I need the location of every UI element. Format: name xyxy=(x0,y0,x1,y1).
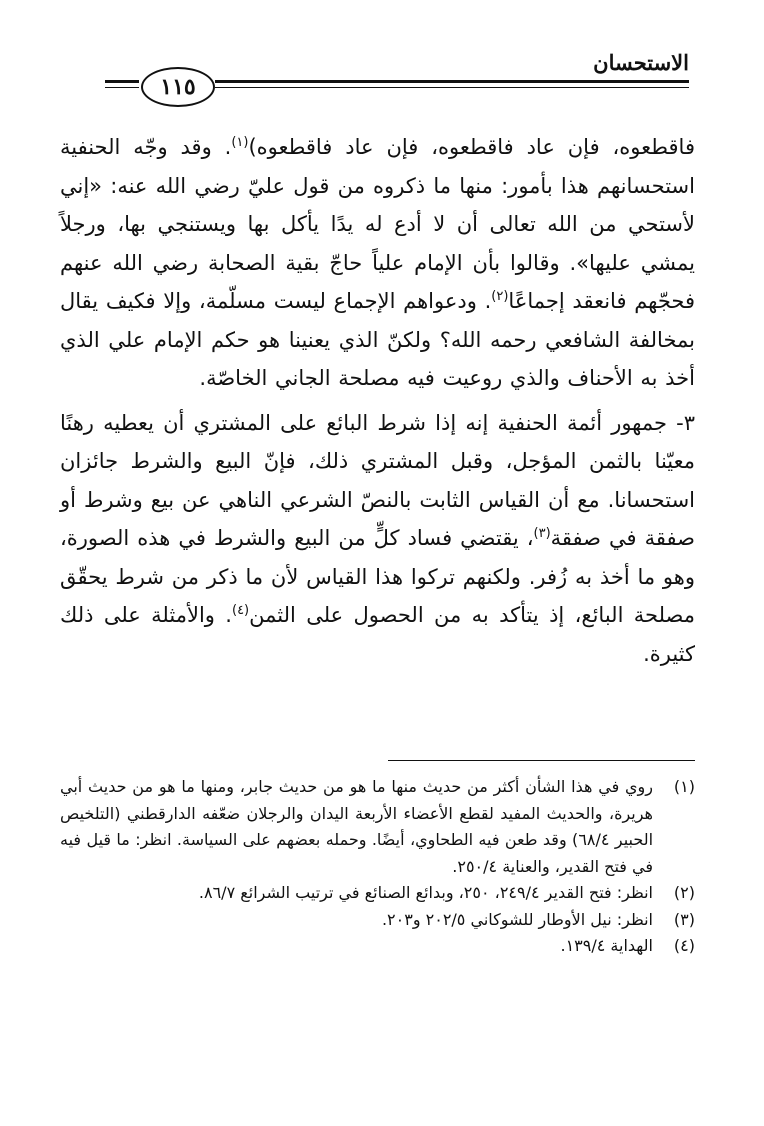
footnote-text: انظر: نيل الأوطار للشوكاني ٢٠٢/٥ و٢٠٣. xyxy=(381,909,653,929)
header-rule-left-thin xyxy=(105,87,139,88)
footnote xyxy=(60,774,695,880)
text-run: . ودعواهم الإجماع ليست مسلّمة، وإلا فكيف يقال بمخالفة الشافعي رحمه الله؟ ولكنّ الذي يعنينا هو حكم الإمام علي الذي أخذ به الأحناف والذي روعيت فيه مصلحة الجاني الخاصّة. xyxy=(60,289,695,390)
header-rule-thick xyxy=(215,80,689,83)
footnote-ref[interactable]: (٢) xyxy=(491,289,509,304)
paragraph xyxy=(60,128,695,398)
footnote-text: الهداية ١٣٩/٤. xyxy=(560,936,653,955)
paragraph xyxy=(60,404,695,674)
footnote-ref[interactable]: (٣) xyxy=(533,526,551,541)
running-title: الاستحسان xyxy=(593,50,689,75)
text-run: ٣- جمهور أئمة الحنفية إنه إذا شرط البائع على المشتري أن يعطيه رهنًا معيّنا بالثمن المؤجل، وقبل المشتري ذلك، فإنّ البيع والشرط جائزان استحسانا. مع أن القياس الثابت بالنصّ الشرعي الناهي عن بيع وشرط أو صفقة في صفقة xyxy=(60,410,695,550)
footnote-number: (٤) xyxy=(673,936,695,955)
page-number: ١١٥ xyxy=(160,74,196,100)
footnote-ref[interactable]: (١) xyxy=(231,135,249,150)
footnote-number: (٢) xyxy=(673,883,695,902)
footnote xyxy=(60,933,695,960)
footnote-number: (١) xyxy=(673,777,695,796)
main-text xyxy=(60,128,695,673)
text-run: فاقطعوه، فإن عاد فاقطعوه، فإن عاد فاقطعوه) xyxy=(248,135,695,159)
text-run: . والأمثلة على ذلك كثيرة. xyxy=(60,603,695,666)
header-rule-thin xyxy=(215,87,689,88)
footnote xyxy=(60,907,695,934)
text-run: . وقد وجّه الحنفية استحسانهم هذا بأمور: منها ما ذكروه من قول عليّ رضي الله عنه: «إني لأستحي من الله تعالى أن لا أدع له يدًا يأكل بها ويستنجي بها، ورجلاً يمشي عليها». وقالوا بأن الإمام علياً حاجّ بقية الصحابة رضي الله عنهم فحجّهم فانعقد إجماعًا xyxy=(60,135,695,313)
footnotes xyxy=(60,774,695,960)
footnote-text: انظر: فتح القدير ٢٤٩/٤، ٢٥٠، وبدائع الصنائع في ترتيب الشرائع ٨٦/٧. xyxy=(198,883,653,902)
footnote-separator xyxy=(388,760,695,761)
page-header xyxy=(105,50,689,112)
footnote-ref[interactable]: (٤) xyxy=(231,603,250,618)
page-number-badge xyxy=(141,67,215,107)
footnote-number: (٣) xyxy=(673,909,695,929)
footnote-text: روي في هذا الشأن أكثر من حديث منها ما هو من حديث جابر، ومنها ما هو من حديث أبي هريرة، والحديث المفيد لقطع الأعضاء الأربعة اليدان والرجلان ضعّفه الدارقطني (التلخيص الحبير ٦٨/٤) وقد طعن فيه الطحاوي، أيضًا. وحمله بعضهم على السياسة. انظر: ما قيل فيه في فتح القدير، والعناية ٢٥٠/٤. xyxy=(60,777,654,876)
footnote xyxy=(60,880,695,907)
text-run: ، يقتضي فساد كلٍّ من البيع والشرط في هذه الصورة، وهو ما أخذ به زُفر. ولكنهم تركوا هذا القياس لأن ما ذكر من شرط يحقّق مصلحة البائع، إذ يتأكد به من الحصول على الثمن xyxy=(60,526,696,627)
header-rule-left-thick xyxy=(105,80,139,83)
